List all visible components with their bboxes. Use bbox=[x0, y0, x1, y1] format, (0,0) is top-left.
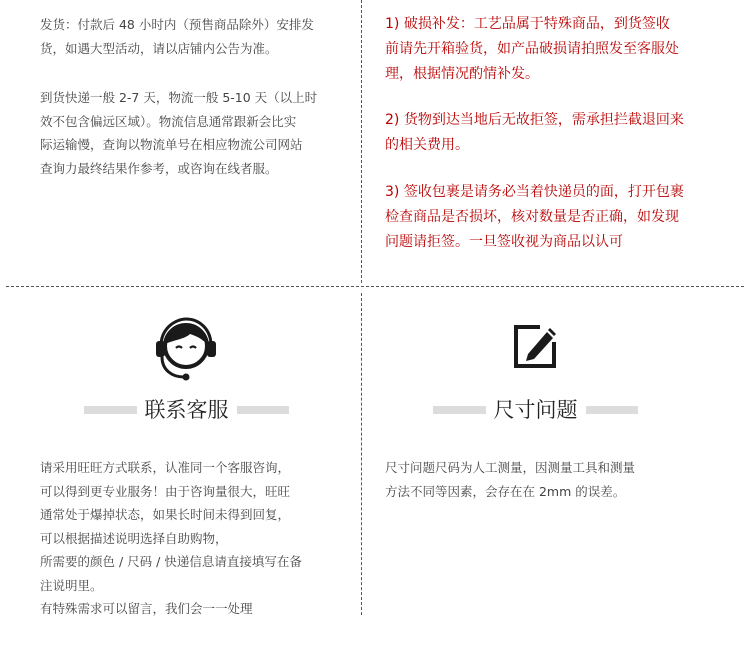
customer-service-heading bbox=[84, 397, 289, 423]
horizontal-divider bbox=[6, 286, 744, 287]
size-issue-title: 尺寸问题 bbox=[486, 397, 586, 423]
customer-service-paragraph: 请采用旺旺方式联系，认准同一个客服咨询， 可以得到更专业服务！由于咨询量很大，旺旺 通常处于爆掉状态，如果长时间未得到回复， 可以根据描述说明选择自助购物， 所需要的颜色 / 尺码 / 快递信息请直接填写在备 注说明里。 有特殊需求可以留言，我们会一一处理 bbox=[40, 460, 302, 616]
refusal-fee-notice: 2) 货物到达当地后无故拒签，需承担拦截退回来 的相关费用。 bbox=[385, 112, 684, 153]
vertical-divider-bottom bbox=[361, 293, 362, 615]
delivery-time-paragraph: 到货快递一般 2-7 天，物流一般 5-10 天（以上时 效不包含偏远区域）。物流信息通常跟新会比实 际运输慢，查询以物流单号在相应物流公司网站 查询力最终结果作参考，或咨询在线者服。 bbox=[40, 90, 318, 176]
size-issue-paragraph: 尺寸问题尺码为人工测量，因测量工具和测量 方法不同等因素，会存在在 2mm 的误差。 bbox=[385, 460, 636, 499]
customer-service-title: 联系客服 bbox=[137, 397, 237, 423]
shipping-info-paragraph: 发货：付款后 48 小时内（预售商品除外）安排发 货，如遇大型活动，请以店铺内公告为准。 bbox=[40, 17, 314, 56]
headset-agent-icon bbox=[152, 316, 220, 384]
edit-note-icon bbox=[512, 324, 558, 370]
vertical-divider-top bbox=[361, 0, 362, 283]
damage-reissue-notice: 1) 破损补发：工艺品属于特殊商品，到货签收 前请先开箱验货，如产品破损请拍照发至客服处 理，根据情况酌情补发。 bbox=[385, 16, 679, 82]
size-issue-heading bbox=[433, 397, 638, 423]
signing-inspection-notice: 3) 签收包裹是请务必当着快递员的面，打开包裹 检查商品是否损坏，核对数量是否正确，如发现 问题请拒签。一旦签收视为商品以认可 bbox=[385, 184, 684, 250]
